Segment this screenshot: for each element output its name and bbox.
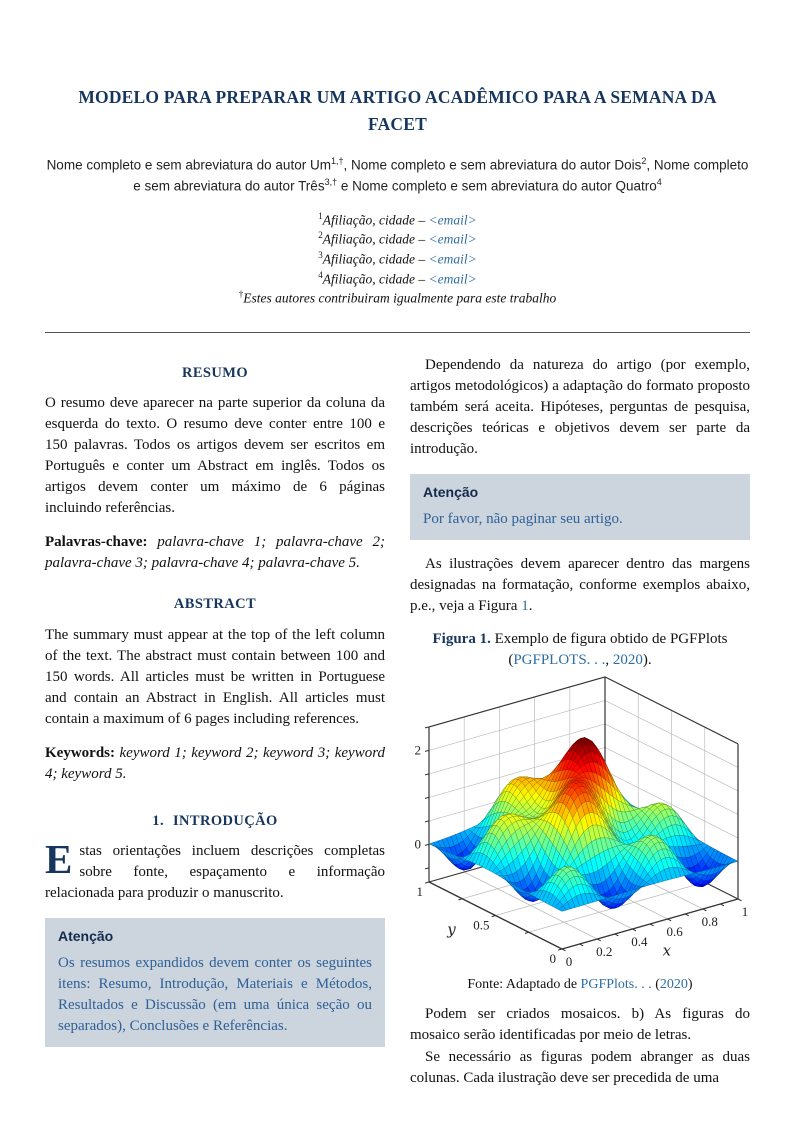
authors-line	[45, 155, 750, 197]
affiliation-line: $^2$Afiliação, cidade – <email>	[318, 230, 477, 247]
author-4-sup: 4	[656, 177, 662, 187]
email-link[interactable]: <email>	[428, 271, 477, 287]
right-column	[410, 355, 750, 1090]
header-divider	[45, 332, 750, 333]
author-1: Nome completo e sem abreviatura do autor Um	[46, 157, 331, 173]
paper-title: MODELO PARA PREPARAR UM ARTIGO ACADÊMICO PARA A SEMANA DA FACET	[78, 87, 717, 135]
resumo-text: O resumo deve aparecer na parte superior da coluna da esquerda do texto. O resumo deve conter entre 100 e 150 palavras. Todos os artigos devem ser escritos em Português e conter um Abstract em inglês. Todos os artigos devem conter um máximo de 6 páginas incluindo referências.	[45, 395, 385, 517]
attention-title: Atenção	[58, 927, 114, 944]
affiliations	[45, 210, 750, 308]
introducao-heading: 1. INTRODUÇÃO	[152, 812, 278, 829]
abstract-text: The summary must appear at the top of the left column of the text. The abstract must contain between 100 and 150 words. All articles must be written in Portuguese and contain an Abstract in English. All articles must contain a maximum of 6 pages including references.	[45, 626, 385, 727]
paragraph-duas-colunas: Se necessário as figuras podem abranger as duas colunas. Cada ilustração deve ser precedida de uma	[410, 1049, 750, 1087]
affiliation-line: $^3$Afiliação, cidade – <email>	[318, 250, 477, 267]
resumo-heading: RESUMO	[181, 365, 249, 382]
citation-link-pgfplots[interactable]: PGFPLOTS. . .	[513, 651, 606, 668]
paragraph-ilustracoes: As ilustrações devem aparecer dentro das margens designadas na formatação, conforme exemplos abaixo, p.e., veja a Figura 1.	[410, 555, 750, 614]
figure-1-reference-link[interactable]: 1	[521, 597, 529, 614]
left-column	[45, 355, 385, 1090]
equal-contribution-note: †Estes autores contribuiram igualmente para este trabalho	[238, 289, 557, 306]
source-link-year[interactable]: 2020	[659, 976, 688, 992]
figure-1-caption: Figura 1. Exemplo de figura obtido de PGFPlots (PGFPLOTS. . ., 2020).	[432, 630, 728, 668]
affiliation-line: $^1$Afiliação, cidade – <email>	[318, 210, 477, 228]
introducao-text: Estas orientações incluem descrições completas sobre fonte, espaçamento e informação relacionada para produzir o manuscrito.	[45, 835, 385, 901]
email-link[interactable]: <email>	[428, 231, 477, 247]
palavras-chave: Palavras-chave: palavra-chave 1; palavra-chave 2; palavra-chave 3; palavra-chave 4; palavra-chave 5.	[45, 534, 385, 572]
figure-1-source: Fonte: Adaptado de PGFPlots. . . (2020)	[467, 976, 693, 992]
author-3: , Nome completo e sem abreviatura do autor Três	[133, 157, 749, 194]
author-2-sup: 2	[641, 156, 647, 167]
source-link-pgfplots[interactable]: PGFPlots. . .	[580, 976, 652, 992]
attention-text: Por favor, não paginar seu artigo.	[423, 510, 623, 527]
keywords: Keywords: keyword 1; keyword 2; keyword 3; keyword 4; keyword 5.	[45, 744, 385, 782]
paragraph-mosaicos: Podem ser criados mosaicos. b) As figuras do mosaico serão identificadas por meio de letras.	[410, 1006, 750, 1044]
author-1-sup: 1,†	[330, 156, 344, 167]
email-link[interactable]: <email>	[428, 251, 477, 267]
drop-cap: E	[45, 835, 73, 882]
attention-title: Atenção	[423, 484, 479, 501]
figure-1	[410, 629, 750, 995]
email-link[interactable]: <email>	[428, 212, 477, 228]
attention-box-paginar	[410, 474, 750, 540]
author-2: , Nome completo e sem abreviatura do autor Dois	[343, 157, 642, 173]
attention-text: Os resumos expandidos devem conter os seguintes itens: Resumo, Introdução, Materiais e Métodos, Resultados e Discussão (em uma única seção ou separados), Conclusões e Referências.	[58, 954, 372, 1034]
abstract-heading: ABSTRACT	[173, 596, 257, 613]
attention-box-resumos	[45, 918, 385, 1047]
affiliation-line: $^4$Afiliação, cidade – <email>	[318, 269, 477, 287]
citation-link-year[interactable]: 2020	[612, 651, 643, 668]
paragraph-natureza: Dependendo da natureza do artigo (por exemplo, artigos metodológicos) a adaptação do formato proposto também será aceita. Hipóteses, perguntas de pesquisa, descrições teóricas e objetivos devem ser parte da introdução.	[410, 357, 750, 458]
author-4: e Nome completo e sem abreviatura do autor Quatro	[337, 178, 657, 194]
author-3-sup: 3,†	[324, 177, 338, 187]
pgfplots-3d-surface-plot	[410, 675, 750, 975]
